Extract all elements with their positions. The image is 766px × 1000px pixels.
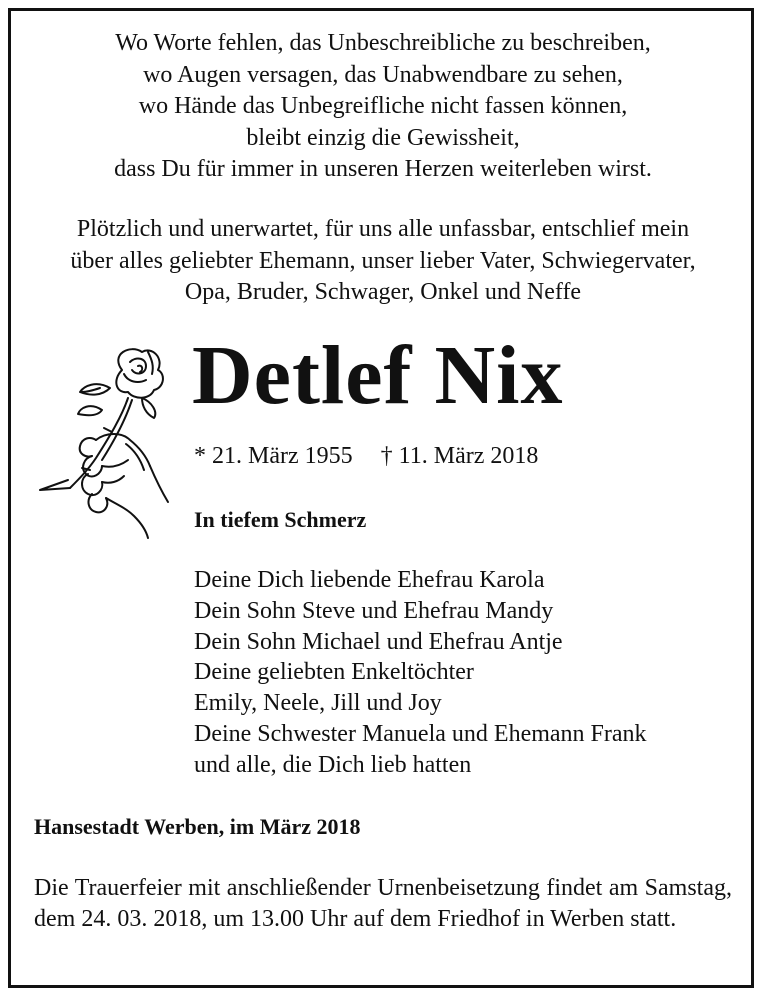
poem-line: wo Augen versagen, das Unabwendbare zu sehen, [143,61,623,88]
mourners-list [194,565,647,781]
poem-line: wo Hände das Unbegreifliche nicht fassen können, [138,93,628,119]
poem [0,28,766,186]
intro-text [0,214,766,309]
birth-date: * 21. März 1955 [194,443,353,469]
mourner-line: und alle, die Dich lieb hatten [194,751,472,778]
deceased-name: Detlef Nix [192,329,564,422]
intro-line: Plötzlich und unerwartet, für uns alle unfassbar, entschlief mein [76,216,690,242]
mourner-line: Deine geliebten Enkeltöchter [194,659,474,686]
mourners-heading: In tiefem Schmerz [194,507,367,532]
place-and-date: Hansestadt Werben, im März 2018 [34,814,361,839]
rose-in-hand-icon [30,340,180,540]
life-dates [194,441,538,471]
mourner-line: Dein Sohn Steve und Ehefrau Mandy [194,597,554,624]
intro-line: über alles geliebter Ehemann, unser lieber Vater, Schwiegervater, [70,247,696,274]
mourner-line: Deine Schwester Manuela und Ehemann Frank [194,720,647,747]
poem-line: dass Du für immer in unseren Herzen weiterleben wirst. [114,156,652,182]
poem-line: bleibt einzig die Gewissheit, [246,124,520,151]
mourner-line: Emily, Neele, Jill und Joy [194,690,442,717]
poem-line: Wo Worte fehlen, das Unbeschreibliche zu beschreiben, [115,30,651,56]
funeral-notice: Die Trauerfeier mit anschließender Urnenbeisetzung findet am Samstag, dem 24. 03. 2018, um 13.00 Uhr auf dem Friedhof in Werben statt. [34,875,732,932]
mourner-line: Deine Dich liebende Ehefrau Karola [194,567,545,593]
mourner-line: Dein Sohn Michael und Ehefrau Antje [194,628,563,655]
death-date: † 11. März 2018 [380,443,539,469]
intro-line: Opa, Bruder, Schwager, Onkel und Neffe [184,279,582,305]
